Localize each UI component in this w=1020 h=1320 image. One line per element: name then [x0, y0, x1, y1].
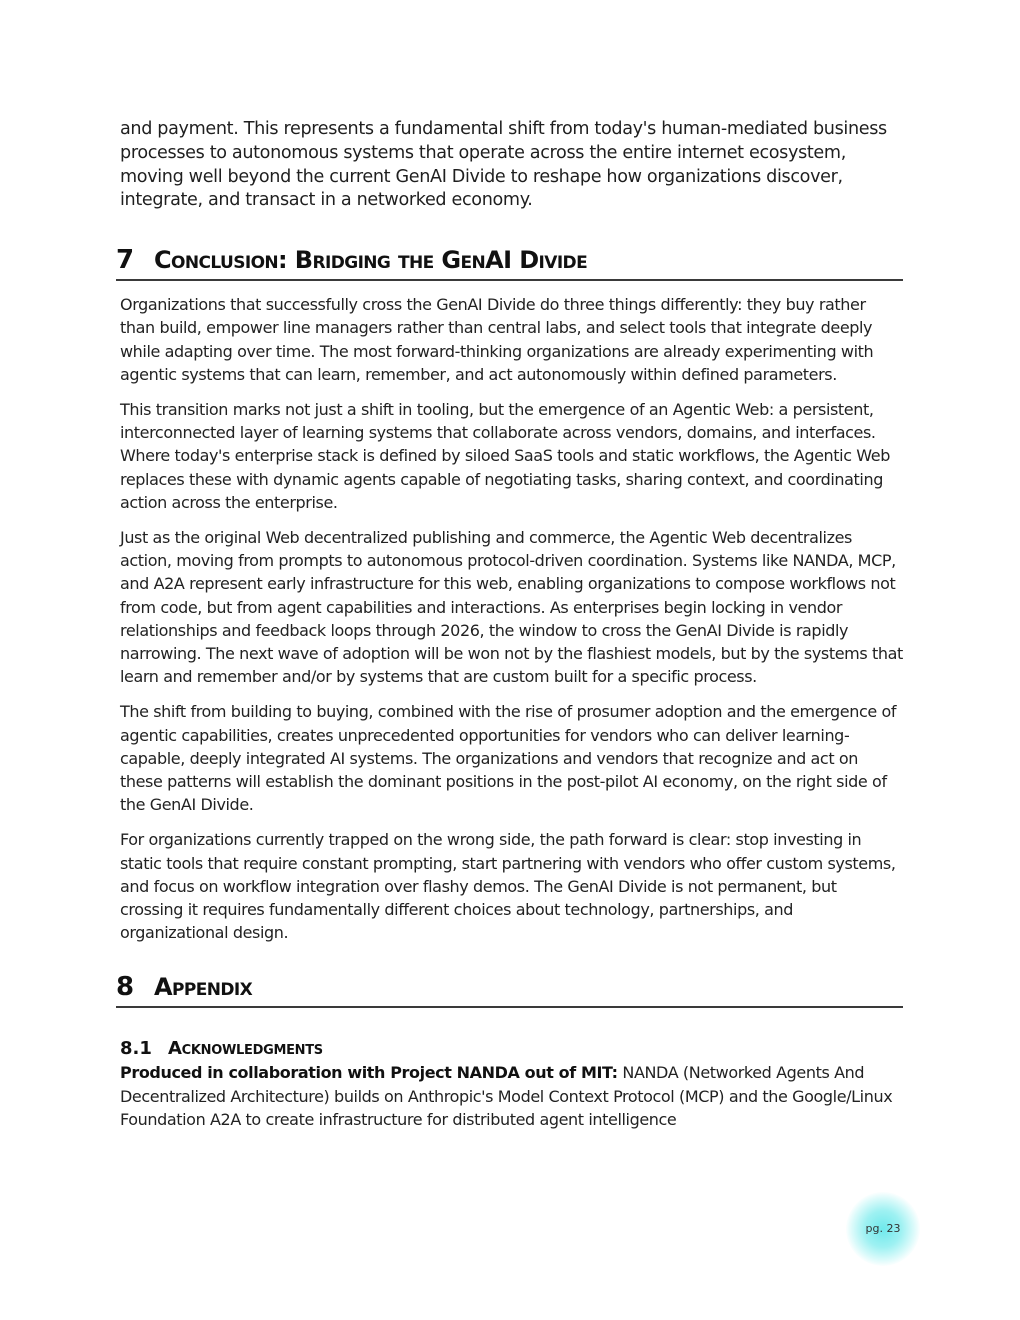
conclusion-paragraph-1: Organizations that successfully cross the GenAI Divide do three things differently: they buy rather than build, empower line managers rather than central labs, and select tools that integrate deeply while adapting over time. The most forward-thinking organizations are already experimenting with agentic systems that can learn, remember, and act autonomously within defined parameters. — [120, 295, 874, 384]
subsection-8-1-title: Acknowledgments — [168, 1038, 323, 1060]
section-7-title: Conclusion: Bridging the GenAI Divide — [154, 246, 588, 275]
section-8-title: Appendix — [154, 973, 253, 1002]
section-8-heading — [116, 972, 903, 1008]
page-number: pg. 23 — [865, 1221, 901, 1235]
acknowledgments-paragraph — [120, 1061, 903, 1131]
section-7-heading — [116, 245, 903, 281]
subsection-8-1-heading — [120, 1038, 903, 1059]
document-page — [116, 118, 903, 1132]
conclusion-paragraph-4: The shift from building to buying, combined with the rise of prosumer adoption and the emergence of agentic capabilities, creates unprecedented opportunities for vendors who can deliver learning-capable, deeply integrated AI systems. The organizations and vendors that recognize and act on these patterns will establish the dominant positions in the post-pilot AI economy, on the right side of the GenAI Divide. — [120, 702, 897, 815]
page-number-badge — [846, 1192, 920, 1266]
section-7-number: 7 — [116, 245, 135, 276]
acknowledgments-lead: Produced in collaboration with Project NANDA out of MIT: — [120, 1063, 618, 1083]
conclusion-paragraph-3: Just as the original Web decentralized publishing and commerce, the Agentic Web decentralizes action, moving from prompts to autonomous protocol-driven coordination. Systems like NANDA, MCP, and A2A represent early infrastructure for this web, enabling organizations to compose workflows not from code, but from agent capabilities and interactions. As enterprises begin locking in vendor relationships and feedback loops through 2026, the window to cross the GenAI Divide is rapidly narrowing. The next wave of adoption will be won not by the flashiest models, but by the systems that learn and remember and/or by systems that are custom built for a specific process. — [120, 528, 903, 687]
subsection-8-1-number: 8.1 — [120, 1038, 152, 1060]
section-8-number: 8 — [116, 972, 135, 1003]
acknowledgments-text: NANDA (Networked Agents And Decentralized Architecture) builds on Anthropic's Model Context Protocol (MCP) and the Google/Linux Foundation A2A to create infrastructure for distributed agent intelligence — [120, 1063, 893, 1130]
conclusion-paragraph-5: For organizations currently trapped on the wrong side, the path forward is clear: stop investing in static tools that require constant prompting, start partnering with vendors who offer custom systems, and focus on workflow integration over flashy demos. The GenAI Divide is not permanent, but crossing it requires fundamentally different choices about technology, partnerships, and organizational design. — [120, 830, 896, 943]
conclusion-paragraph-2: This transition marks not just a shift in tooling, but the emergence of an Agentic Web: a persistent, interconnected layer of learning systems that collaborate across vendors, domains, and interfaces. Where today's enterprise stack is defined by siloed SaaS tools and static workflows, the Agentic Web replaces these with dynamic agents capable of negotiating tasks, sharing context, and coordinating action across the enterprise. — [120, 400, 890, 512]
lead-paragraph: and payment. This represents a fundamental shift from today's human-mediated business processes to autonomous systems that operate across the entire internet ecosystem, moving well beyond the current GenAI Divide to reshape how organizations discover, integrate, and transact in a networked economy. — [120, 119, 887, 211]
